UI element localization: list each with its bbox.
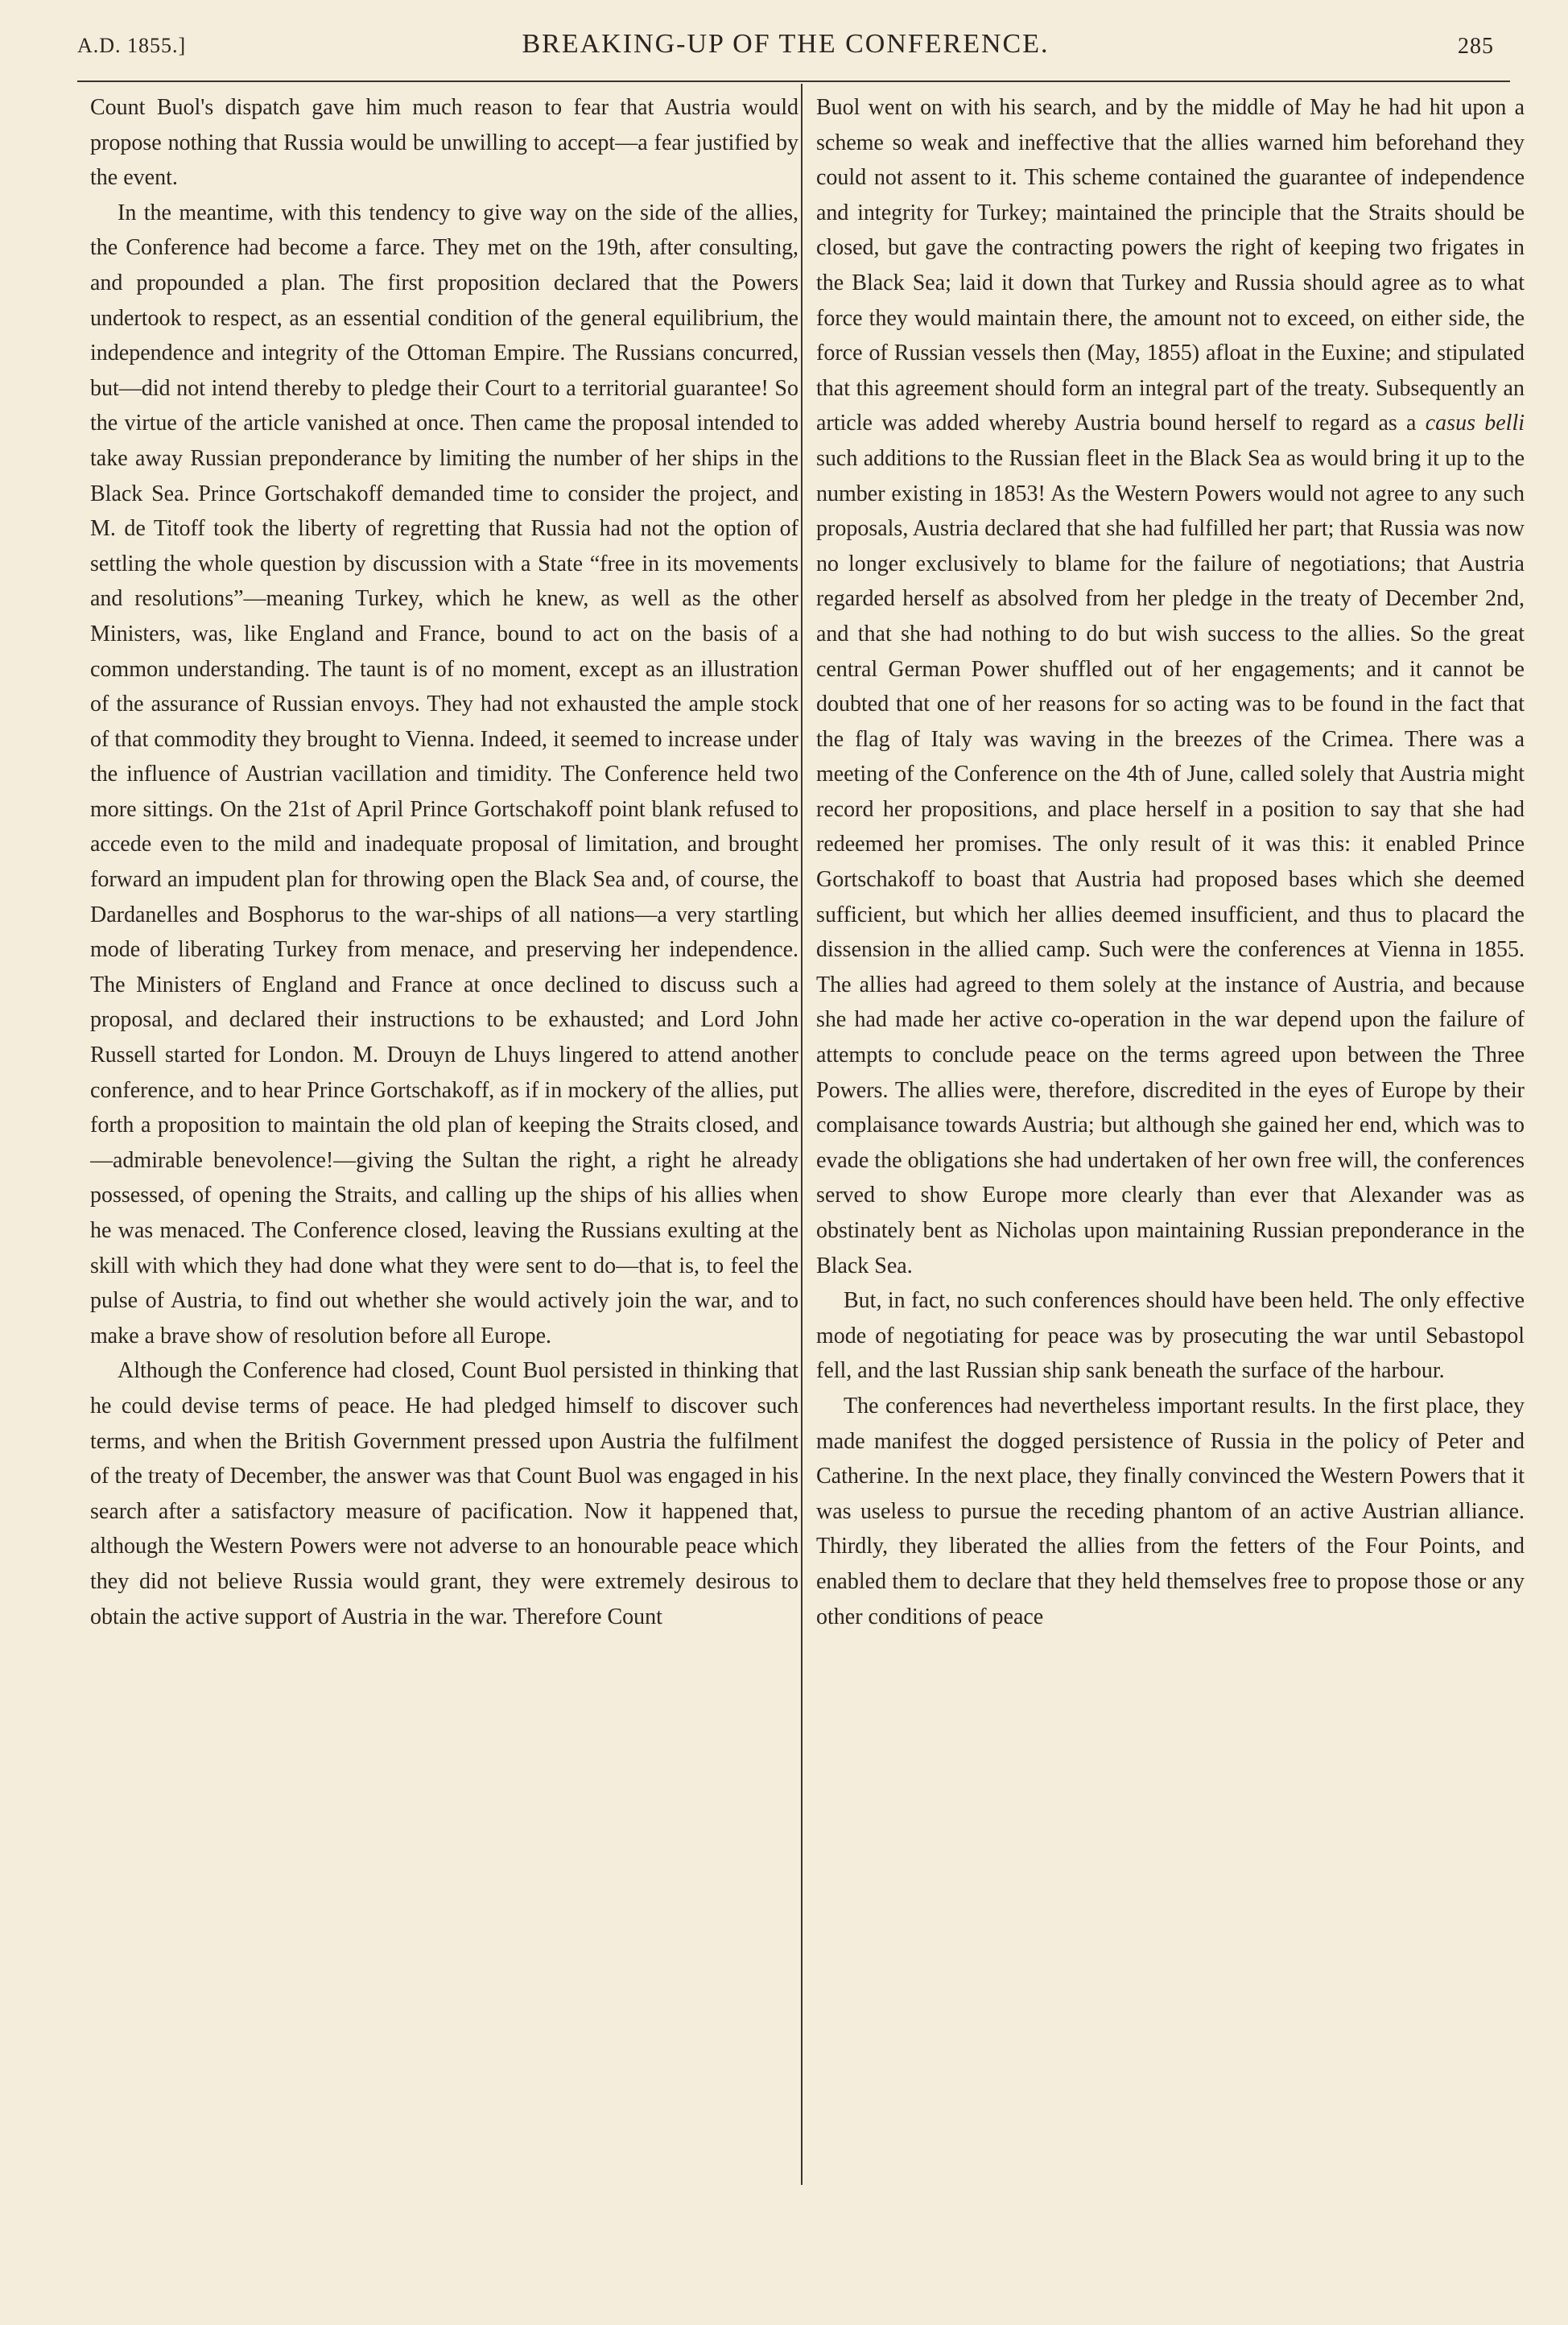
left-column: [90, 90, 798, 2183]
paragraph: But, in fact, no such conferences should have been held. The only effective mode of negotiating for peace was by prosecuting the war until Sebastopol fell, and the last Russian ship sank beneath the surface of the harbour.: [816, 1288, 1525, 1384]
paragraph: [816, 90, 1525, 1283]
running-header: [77, 29, 1494, 66]
text-run: such additions to the Russian fleet in the Black Sea as would bring it up to the number existing in 1853! As the Western Powers would not agree to any such proposals, Austria declared that she had fulfilled her part; that Russia was now no longer exclusively to blame for the failure of negotiations; that Austria regarded herself as absolved from her pledge in the treaty of December 2nd, and that she had nothing to do but wish success to the allies. So the great central German Power shuffled out of her engagements; and it cannot be doubted that one of her reasons for so acting was to be found in the fact that the flag of Italy was waving in the breezes of the Crimea. There was a meeting of the Conference on the 4th of June, called solely that Austria might record her propositions, and place herself in a position to say that she had redeemed her promises. The only result of it was this: it enabled Prince Gortschakoff to boast that Austria had proposed bases which she deemed sufficient, but which her allies deemed insufficient, and thus to placard the dissension in the allied camp. Such were the conferences at Vienna in 1855. The allies had agreed to them solely at the instance of Austria, and because she had made her active co-operation in the war depend upon the failure of attempts to conclude peace on the terms agreed upon between the Three Powers. The allies were, therefore, discredited in the eyes of Europe by their complaisance towards Austria; but although she gained her end, which was to evade the obligations she had undertaken of her own free will, the conferences served to show Europe more clearly than ever that Alexander was as obstinately bent as Nicholas upon maintaining Russian preponderance in the Black Sea.: [816, 445, 1525, 1278]
header-date: A.D. 1855.]: [77, 34, 187, 57]
text-run: Buol went on with his search, and by the middle of May he had hit upon a scheme so weak and ineffective that the allies warned him beforehand they could not assent to it. This scheme contained the guarantee of independence and integrity for Turkey; maintained the principle that the Straits should be closed, but gave the contracting powers the right of keeping two frigates in the Black Sea; laid it down that Turkey and Russia should agree as to what force they would maintain there, the amount not to exceed, on either side, the force of Russian vessels then (May, 1855) afloat in the Euxine; and stipulated that this agreement should form an integral part of the treaty. Subsequently an article was added whereby Austria bound herself to regard as a: [816, 95, 1525, 436]
paragraph: The conferences had nevertheless important results. In the first place, they made manifest the dogged persistence of Russia in the policy of Peter and Catherine. In the next place, they finally convinced the Western Powers that it was useless to pursue the receding phantom of an active Austrian alliance. Thirdly, they liberated the allies from the fetters of the Four Points, and enabled them to declare that they held themselves free to propose those or any other conditions of peace: [816, 1393, 1525, 1629]
page-number: 285: [1458, 34, 1494, 59]
italic-phrase: casus belli: [1425, 411, 1525, 436]
page-title: BREAKING-UP OF THE CONFERENCE.: [522, 29, 1050, 59]
paragraph: Count Buol's dispatch gave him much reason to fear that Austria would propose nothing that Russia would be unwilling to accept—a fear justified by the event.: [90, 95, 798, 191]
right-column: [816, 90, 1525, 2183]
paragraph: Although the Conference had closed, Count Buol persisted in thinking that he could devise terms of peace. He had pledged himself to discover such terms, and when the British Government pressed upon Austria the fulfilment of the treaty of December, the answer was that Count Buol was engaged in his search after a satisfactory measure of pacification. Now it happened that, although the Western Powers were not adverse to an honourable peace which they did not believe Russia would grant, they were extremely desirous to obtain the active support of Austria in the war. Therefore Count: [90, 1358, 798, 1629]
paragraph: In the meantime, with this tendency to give way on the side of the allies, the Conference had become a farce. They met on the 19th, after consulting, and propounded a plan. The first proposition declared that the Powers undertook to respect, as an essential condition of the general equilibrium, the independence and integrity of the Ottoman Empire. The Russians concurred, but—did not intend thereby to pledge their Court to a territorial guarantee! So the virtue of the article vanished at once. Then came the proposal intended to take away Russian preponderance by limiting the number of her ships in the Black Sea. Prince Gortschakoff demanded time to consider the project, and M. de Titoff took the liberty of regretting that Russia had not the option of settling the whole question by discussion with a State “free in its movements and resolutions”—meaning Turkey, which he knew, as well as the other Ministers, was, like England and France, bound to act on the basis of a common understanding. The taunt is of no moment, except as an illustration of the assurance of Russian envoys. They had not exhausted the ample stock of that commodity they brought to Vienna. Indeed, it seemed to increase under the influence of Austrian vacillation and timidity. The Conference held two more sittings. On the 21st of April Prince Gortschakoff point blank refused to accede even to the mild and inadequate proposal of limitation, and brought forward an impudent plan for throwing open the Black Sea and, of course, the Dardanelles and Bosphorus to the war-ships of all nations—a very startling mode of liberating Turkey from menace, and preserving her independence. The Ministers of England and France at once declined to discuss such a proposal, and declared their instructions to be exhausted; and Lord John Russell started for London. M. Drouyn de Lhuys lingered to attend another conference, and to hear Prince Gortschakoff, as if in mockery of the allies, put forth a proposition to maintain the old plan of keeping the Straits closed, and—admirable benevolence!—giving the Sultan the right, a right he already possessed, of opening the Straits, and calling up the ships of his allies when he was menaced. The Conference closed, leaving the Russians exulting at the skill with which they had done what they were sent to do—that is, to feel the pulse of Austria, to find out whether she would actively join the war, and to make a brave show of resolution before all Europe.: [90, 200, 798, 1348]
header-rule: [77, 81, 1510, 82]
column-divider: [801, 84, 803, 2185]
